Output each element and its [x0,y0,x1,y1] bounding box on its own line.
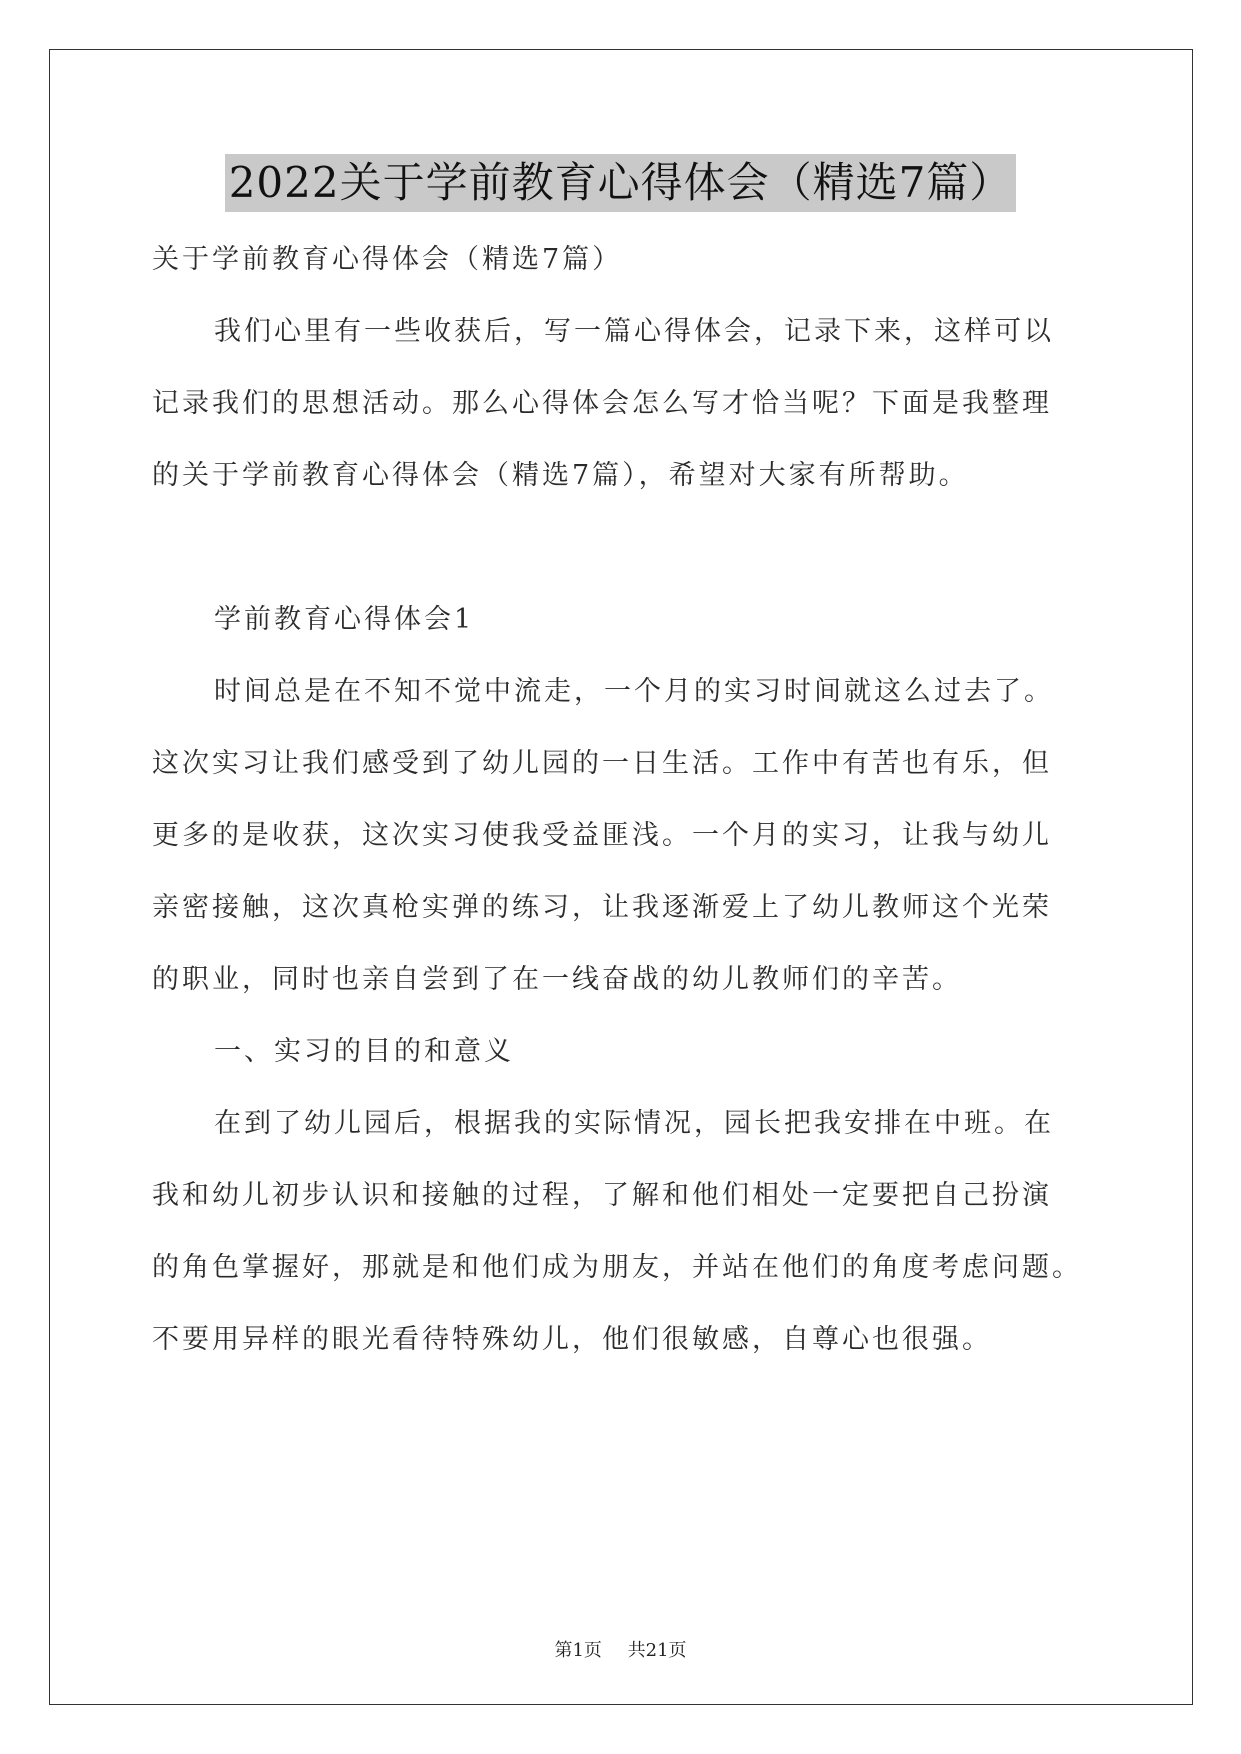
document-subtitle: 关于学前教育心得体会（精选7篇） [152,244,623,275]
paragraph-line: 更多的是收获，这次实习使我受益匪浅。一个月的实习，让我与幼儿 [152,820,1052,851]
paragraph-line: 时间总是在不知不觉中流走，一个月的实习时间就这么过去了。 [214,676,1054,707]
page-footer [0,1636,1241,1662]
intro-line-2: 记录我们的思想活动。那么心得体会怎么写才恰当呢？下面是我整理 [152,388,1052,419]
paragraph-line: 在到了幼儿园后，根据我的实际情况，园长把我安排在中班。在 [214,1108,1054,1139]
subsection-heading: 一、实习的目的和意义 [214,1036,514,1067]
paragraph-line: 不要用异样的眼光看待特殊幼儿，他们很敏感，自尊心也很强。 [152,1324,992,1355]
section-heading-1: 学前教育心得体会1 [214,604,475,635]
document-title: 2022关于学前教育心得体会（精选7篇） [225,154,1017,212]
paragraph-line: 亲密接触，这次真枪实弹的练习，让我逐渐爱上了幼儿教师这个光荣 [152,892,1052,923]
intro-line-1: 我们心里有一些收获后，写一篇心得体会，记录下来，这样可以 [214,316,1054,347]
page-number: 第1页 [554,1640,602,1661]
paragraph-line: 这次实习让我们感受到了幼儿园的一日生活。工作中有苦也有乐，但 [152,748,1052,779]
paragraph-line: 的职业，同时也亲自尝到了在一线奋战的幼儿教师们的辛苦。 [152,964,962,995]
paragraph-line: 我和幼儿初步认识和接触的过程，了解和他们相处一定要把自己扮演 [152,1180,1052,1211]
paragraph-line: 的角色掌握好，那就是和他们成为朋友，并站在他们的角度考虑问题。 [152,1252,1082,1283]
intro-line-3: 的关于学前教育心得体会（精选7篇），希望对大家有所帮助。 [152,460,969,491]
page-total: 共21页 [627,1640,687,1661]
page-border [49,49,1193,1705]
title-container [0,154,1241,212]
